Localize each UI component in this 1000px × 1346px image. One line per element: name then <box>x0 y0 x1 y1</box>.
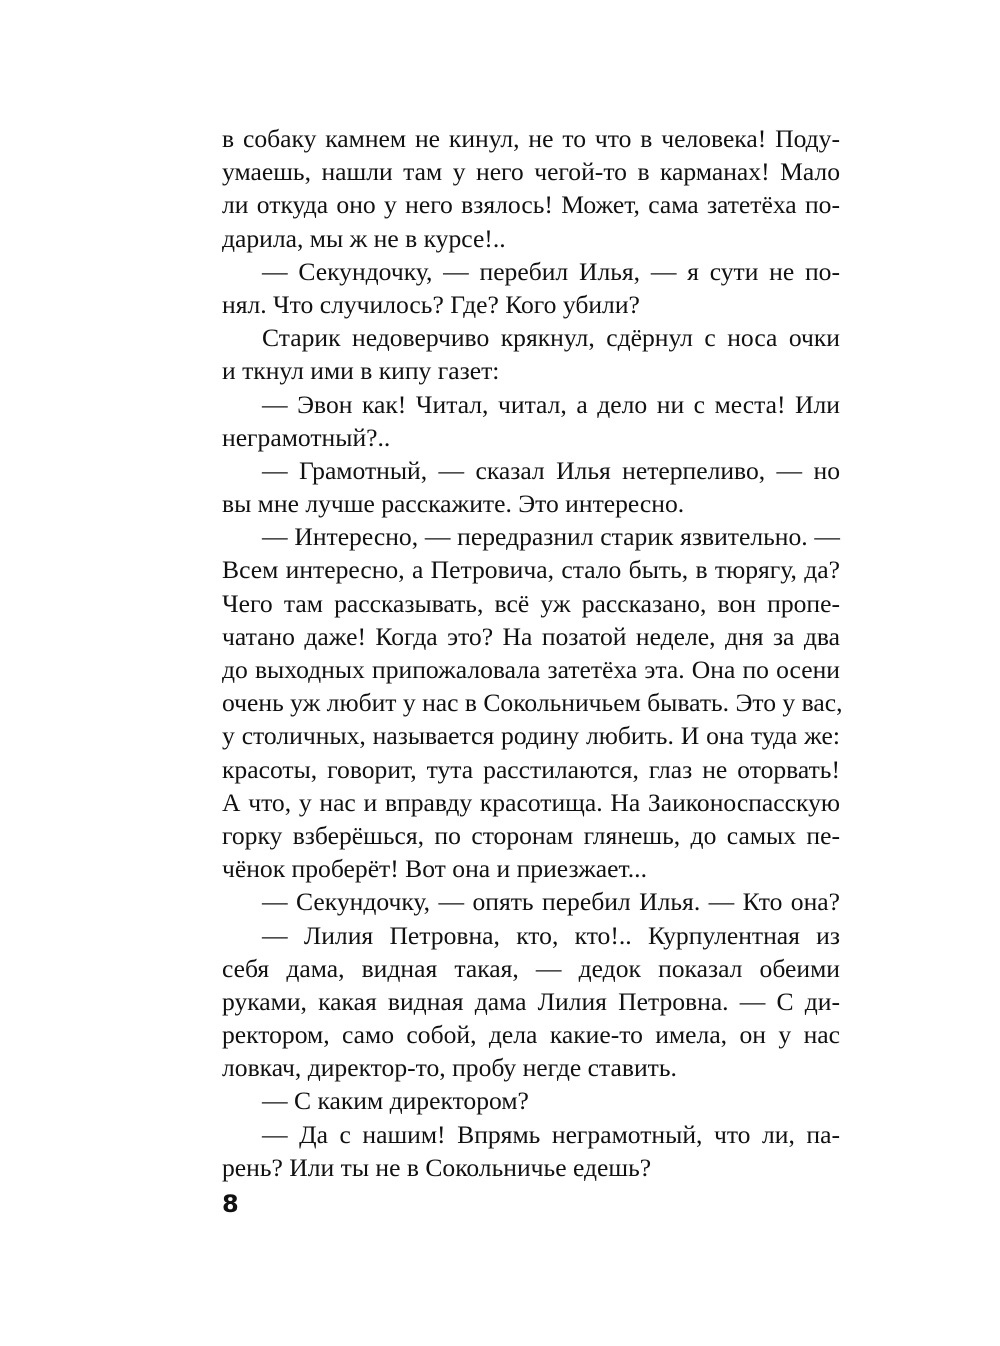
text-line: ректором, само собой, дела какие-то имела, он у нас <box>222 1020 840 1050</box>
text-line: рень? Или ты не в Сокольничье едешь? <box>222 1152 652 1182</box>
text-line: умаешь, нашли там у него чегой-то в карманах! Мало <box>222 157 840 187</box>
text-line: нял. Что случилось? Где? Кого убили? <box>222 289 640 319</box>
text-line: А что, у нас и вправду красотища. На Заиконоспасскую <box>222 787 840 817</box>
text-line: — С каким директором? <box>262 1086 529 1116</box>
text-line: неграмотный?.. <box>222 422 391 452</box>
text-line: руками, какая видная дама Лилия Петровна. — С ди- <box>222 986 840 1016</box>
page-number: 8 <box>222 1190 239 1218</box>
text-line: горку взберёшься, по сторонам глянешь, до самых пе- <box>222 820 840 850</box>
text-line: чёнок проберёт! Вот она и приезжает... <box>222 854 647 884</box>
text-line: дарила, мы ж не в курсе!.. <box>222 223 506 253</box>
text-line: в собаку камнем не кинул, не то что в человека! Поду- <box>222 124 840 153</box>
body-text <box>222 122 843 1184</box>
text-line: Чего там рассказывать, всё уж рассказано, вон пропе- <box>222 588 840 618</box>
text-line: вы мне лучше расскажите. Это интересно. <box>222 489 685 519</box>
text-line: ли откуда оно у него взялось! Может, сама затетёха по- <box>222 190 840 220</box>
text-line: — Секундочку, — опять перебил Илья. — Кто она? <box>262 887 840 917</box>
text-line: — Грамотный, — сказал Илья нетерпеливо, — но <box>262 455 840 485</box>
text-line: красоты, говорит, тута расстилаются, глаз не оторвать! <box>222 754 840 784</box>
text-line: Всем интересно, а Петровича, стало быть, в тюрягу, да? <box>222 555 840 585</box>
text-line: Старик недоверчиво крякнул, сдёрнул с носа очки <box>262 323 840 353</box>
text-line: — Интересно, — передразнил старик язвительно. — <box>262 522 840 552</box>
text-line: до выходных припожаловала затетёха эта. Она по осени <box>222 655 840 684</box>
text-line: у столичных, называется родину любить. И она туда же: <box>222 721 840 751</box>
text-line: — Секундочку, — перебил Илья, — я сути не по- <box>262 256 840 286</box>
text-line: ловкач, директор-то, пробу негде ставить. <box>222 1053 677 1083</box>
text-line: очень уж любит у нас в Сокольничьем бывать. Это у вас, <box>222 688 843 718</box>
text-line: себя дама, видная такая, — дедок показал обеими <box>222 953 840 983</box>
text-line: — Да с нашим! Впрямь неграмотный, что ли, па- <box>262 1119 840 1149</box>
text-line: — Эвон как! Читал, читал, а дело ни с места! Или <box>262 389 840 419</box>
text-line: и ткнул ими в кипу газет: <box>222 356 500 386</box>
text-line: — Лилия Петровна, кто, кто!.. Курпулентная из <box>262 920 840 950</box>
text-line: чатано даже! Когда это? На позатой неделе, дня за два <box>222 621 840 651</box>
